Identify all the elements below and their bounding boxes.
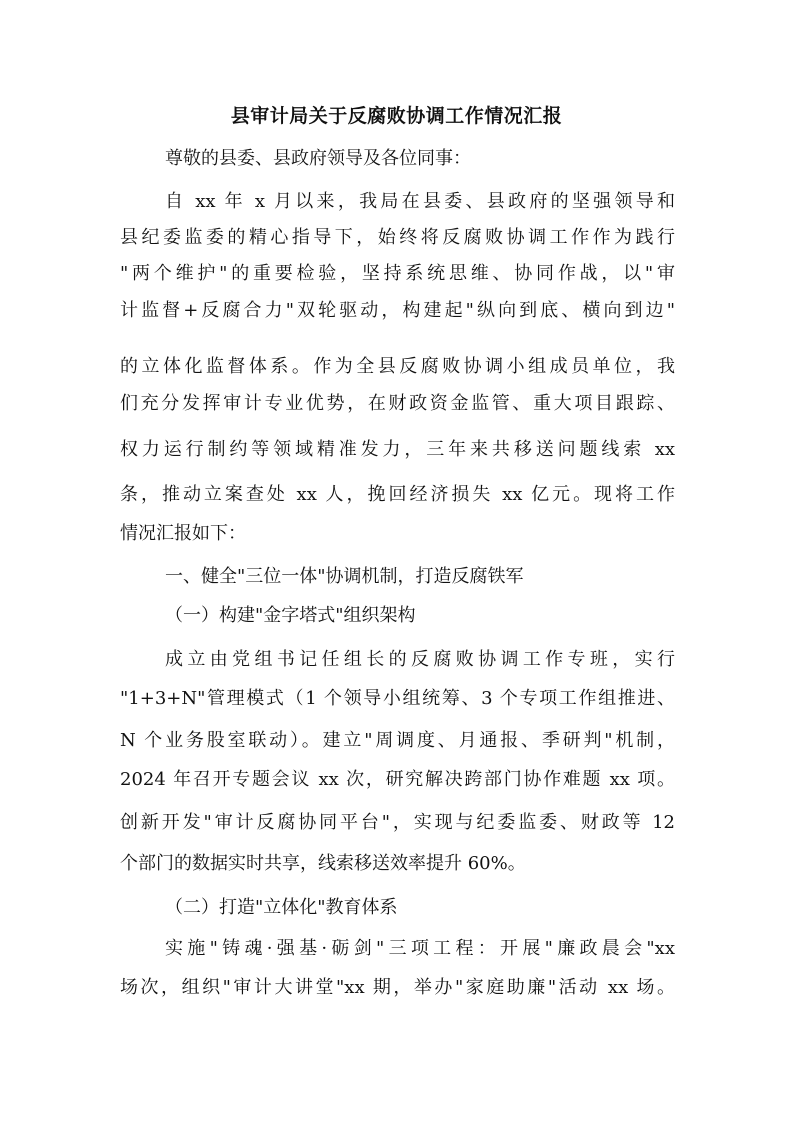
paragraph-line: 条，推动立案查处 xx 人，挽回经济损失 xx 亿元。现将工作 [120, 484, 675, 505]
paragraph-line: 权力运行制约等领域精准发力，三年来共移送问题线索 xx [120, 439, 675, 460]
salutation: 尊敬的县委、县政府领导及各位同事： [165, 148, 471, 169]
paragraph-line: 场次，组织"审计大讲堂"xx 期，举办"家庭助廉"活动 xx 场。 [120, 977, 675, 998]
paragraph-line: "1+3+N"管理模式（1 个领导小组统筹、3 个专项工作组推进、 [120, 688, 675, 709]
paragraph-line: 个部门的数据实时共享，线索移送效率提升 60%。 [120, 853, 526, 874]
document-title: 县审计局关于反腐败协调工作情况汇报 [230, 105, 563, 127]
paragraph-line: 情况汇报如下： [120, 523, 246, 544]
paragraph-line: 的立体化监督体系。作为全县反腐败协调小组成员单位，我 [120, 356, 675, 377]
subsection-heading: （一）构建"金字塔式"组织架构 [165, 605, 416, 626]
paragraph-line: 县纪委监委的精心指导下，始终将反腐败协调工作作为践行 [120, 227, 675, 248]
paragraph-line: 2024 年召开专题会议 xx 次，研究解决跨部门协作难题 xx 项。 [120, 769, 675, 790]
paragraph-line: 自 xx 年 x 月以来，我局在县委、县政府的坚强领导和 [165, 191, 675, 212]
subsection-heading: （二）打造"立体化"教育体系 [165, 897, 398, 918]
paragraph-line: 计监督+反腐合力"双轮驱动，构建起"纵向到底、横向到边" [120, 300, 675, 321]
section-heading: 一、健全"三位一体"协调机制，打造反腐铁军 [165, 566, 524, 587]
paragraph-line: 们充分发挥审计专业优势，在财政资金监管、重大项目跟踪、 [120, 393, 675, 414]
paragraph-line: 创新开发"审计反腐协同平台"，实现与纪委监委、财政等 12 [120, 812, 675, 833]
paragraph-line: 实施"铸魂·强基·砺剑"三项工程：开展"廉政晨会"xx [165, 938, 675, 959]
paragraph-line: N 个业务股室联动）。建立"周调度、月通报、季研判"机制， [120, 730, 675, 751]
paragraph-line: 成立由党组书记任组长的反腐败协调工作专班，实行 [165, 649, 675, 670]
paragraph-line: "两个维护"的重要检验，坚持系统思维、协同作战，以"审 [120, 263, 675, 284]
